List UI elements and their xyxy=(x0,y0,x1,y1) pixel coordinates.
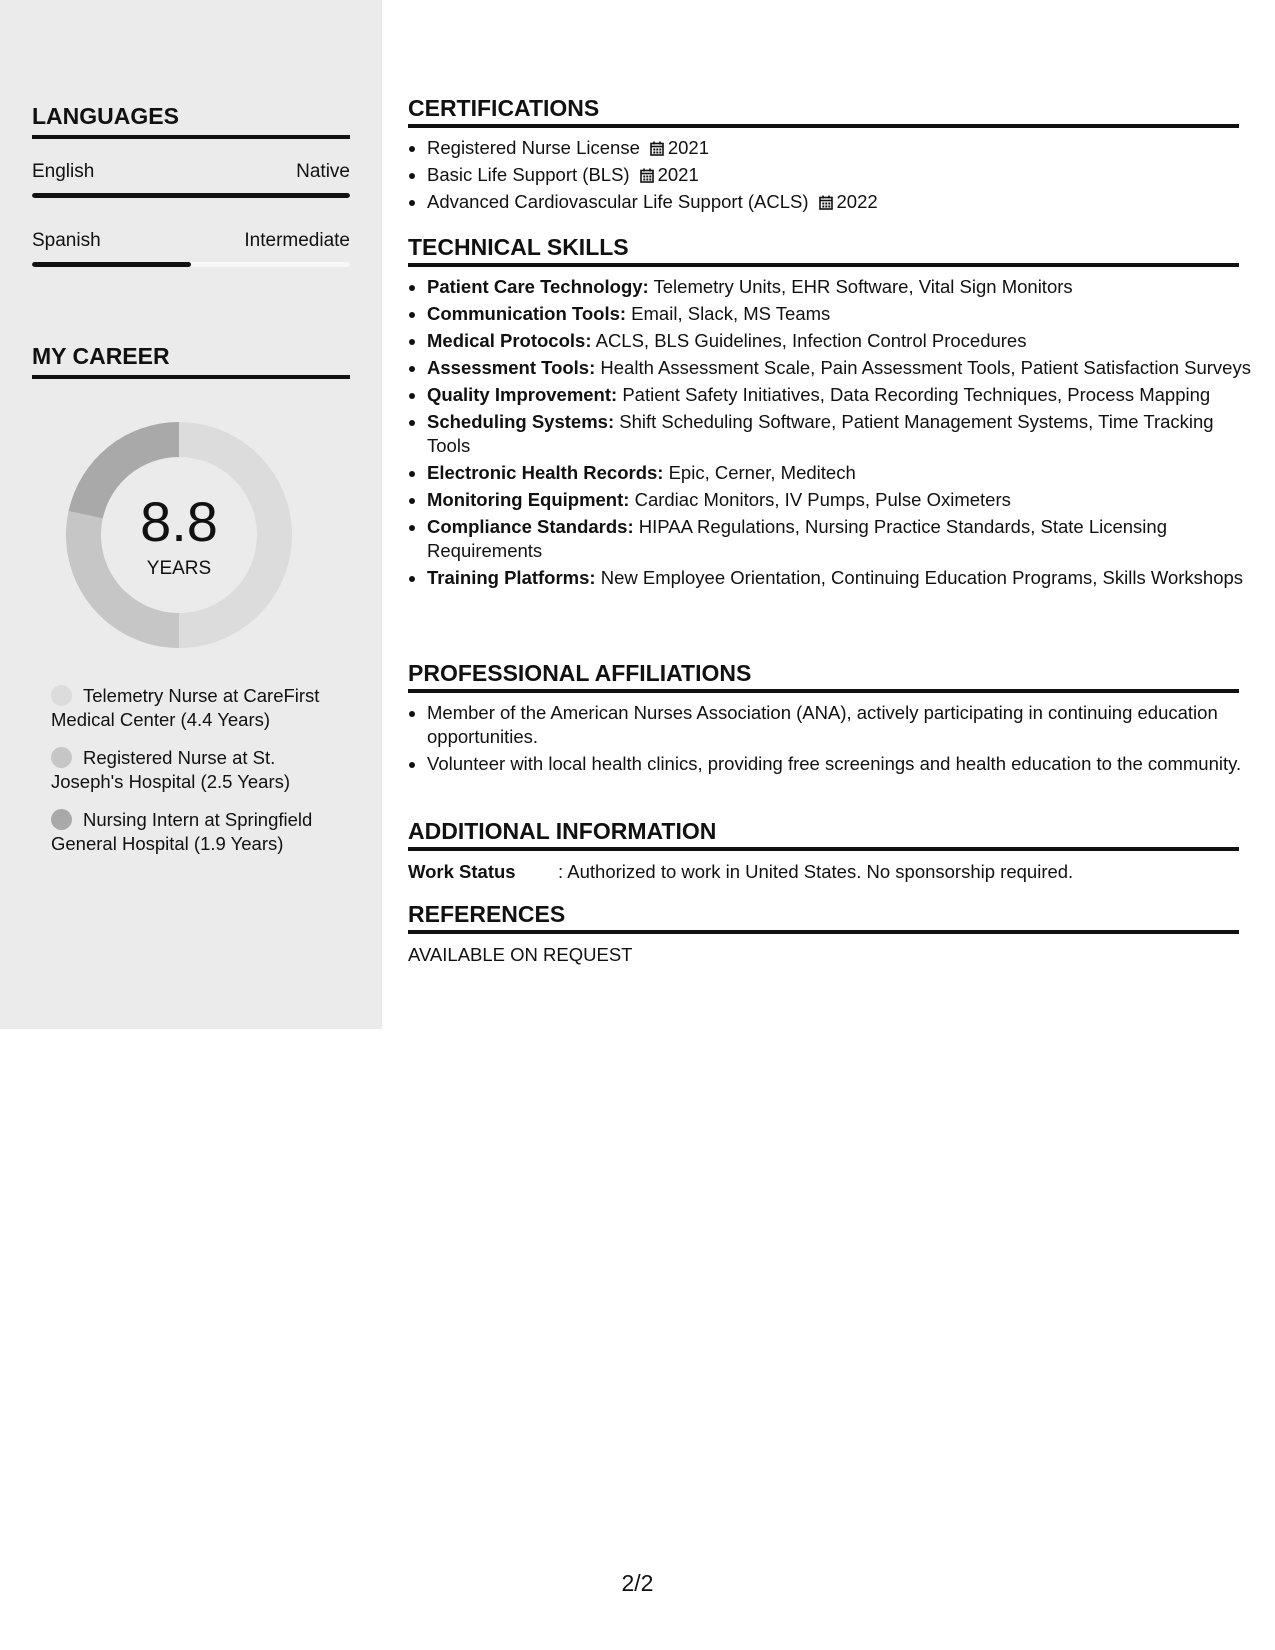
skill-item xyxy=(427,515,1258,563)
skill-item xyxy=(427,566,1258,590)
work-status-value: : Authorized to work in United States. No sponsorship required. xyxy=(558,861,1074,882)
sidebar xyxy=(0,0,382,1029)
affiliations-heading: PROFESSIONAL AFFILIATIONS xyxy=(408,660,1239,693)
affiliation-item: • Member of the American Nurses Association (ANA), actively participating in continuing education opportunities. xyxy=(427,701,1258,749)
language-name: Spanish xyxy=(32,230,101,251)
work-status-label: Work Status xyxy=(408,861,516,882)
skill-category: Monitoring Equipment: xyxy=(427,489,630,510)
skill-text: Email, Slack, MS Teams xyxy=(626,303,831,324)
skill-category: Compliance Standards: xyxy=(427,516,634,537)
skill-item xyxy=(427,461,1258,485)
certification-year: 2021 xyxy=(657,164,699,185)
calendar-icon xyxy=(650,138,664,153)
career-job-label: Nursing Intern at Springfield General Hospital (1.9 Years) xyxy=(51,809,313,854)
language-level: Intermediate xyxy=(244,230,350,251)
references-text: AVAILABLE ON REQUEST xyxy=(408,944,633,965)
certification-item xyxy=(427,163,1258,187)
career-job-item xyxy=(51,746,341,794)
skill-text: ACLS, BLS Guidelines, Infection Control Procedures xyxy=(591,330,1027,351)
certification-name: Advanced Cardiovascular Life Support (ACLS) xyxy=(427,191,809,212)
career-section xyxy=(32,343,350,379)
career-job-label: Telemetry Nurse at CareFirst Medical Center (4.4 Years) xyxy=(51,685,320,730)
skill-category: Medical Protocols: xyxy=(427,330,592,351)
skill-category: Assessment Tools: xyxy=(427,357,596,378)
career-total-value: 8.8 xyxy=(140,490,218,553)
certifications-list xyxy=(408,136,1258,217)
skill-category: Patient Care Technology: xyxy=(427,276,649,297)
calendar-icon xyxy=(819,192,833,207)
skill-text: Telemetry Units, EHR Software, Vital Sign Monitors xyxy=(648,276,1073,297)
career-job-item xyxy=(51,808,341,856)
career-job-item xyxy=(51,684,341,732)
work-status-row xyxy=(408,861,1073,883)
skill-category: Scheduling Systems: xyxy=(427,411,615,432)
certifications-heading: CERTIFICATIONS xyxy=(408,95,1239,128)
skill-item xyxy=(427,383,1258,407)
technical-skills-list xyxy=(408,275,1258,593)
language-proficiency-fill xyxy=(32,262,191,267)
language-item xyxy=(32,161,350,198)
certification-item xyxy=(427,190,1258,214)
certification-item xyxy=(427,136,1258,160)
career-legend-dot xyxy=(51,809,72,830)
affiliation-item: • Volunteer with local health clinics, providing free screenings and health education to the community. xyxy=(427,752,1258,776)
calendar-icon xyxy=(640,165,654,180)
page-number: 2/2 xyxy=(621,1570,654,1596)
skill-category: Electronic Health Records: xyxy=(427,462,664,483)
language-proficiency-fill xyxy=(32,193,350,198)
skill-text: Epic, Cerner, Meditech xyxy=(663,462,856,483)
certification-name: Registered Nurse License xyxy=(427,137,640,158)
skill-item xyxy=(427,302,1258,326)
language-proficiency-bar xyxy=(32,193,350,198)
career-legend-dot xyxy=(51,685,72,706)
skill-item xyxy=(427,488,1258,512)
skill-category: Training Platforms: xyxy=(427,567,596,588)
languages-section xyxy=(32,103,350,139)
skill-text: HIPAA Regulations, Nursing Practice Standards, State Licensing Requirements xyxy=(427,516,1167,561)
career-job-label: Registered Nurse at St. Joseph's Hospital (2.5 Years) xyxy=(51,747,291,792)
skill-text: New Employee Orientation, Continuing Education Programs, Skills Workshops xyxy=(595,567,1244,588)
references-heading: REFERENCES xyxy=(408,901,1239,934)
skill-item xyxy=(427,275,1258,299)
career-total-unit: YEARS xyxy=(146,558,212,579)
skill-text: Shift Scheduling Software, Patient Management Systems, Time Tracking Tools xyxy=(427,411,1214,456)
certification-name: Basic Life Support (BLS) xyxy=(427,164,630,185)
skill-text: Health Assessment Scale, Pain Assessment Tools, Patient Satisfaction Surveys xyxy=(595,357,1251,378)
skill-category: Quality Improvement: xyxy=(427,384,618,405)
affiliations-list xyxy=(408,701,1258,779)
skill-text: Patient Safety Initiatives, Data Recording Techniques, Process Mapping xyxy=(617,384,1211,405)
career-heading: MY CAREER xyxy=(32,343,350,379)
skill-text: Cardiac Monitors, IV Pumps, Pulse Oximeters xyxy=(629,489,1011,510)
language-level: Native xyxy=(296,161,350,182)
skill-item xyxy=(427,329,1258,353)
career-donut-chart xyxy=(66,422,292,648)
career-legend-dot xyxy=(51,747,72,768)
language-proficiency-bar xyxy=(32,262,350,267)
additional-info-heading: ADDITIONAL INFORMATION xyxy=(408,818,1239,851)
language-name: English xyxy=(32,161,95,182)
certification-year: 2022 xyxy=(836,191,878,212)
languages-heading: LANGUAGES xyxy=(32,103,350,139)
skill-item xyxy=(427,356,1258,380)
certification-year: 2021 xyxy=(667,137,710,158)
skill-item xyxy=(427,410,1258,458)
language-item xyxy=(32,230,350,267)
technical-skills-heading: TECHNICAL SKILLS xyxy=(408,234,1239,267)
skill-category: Communication Tools: xyxy=(427,303,627,324)
